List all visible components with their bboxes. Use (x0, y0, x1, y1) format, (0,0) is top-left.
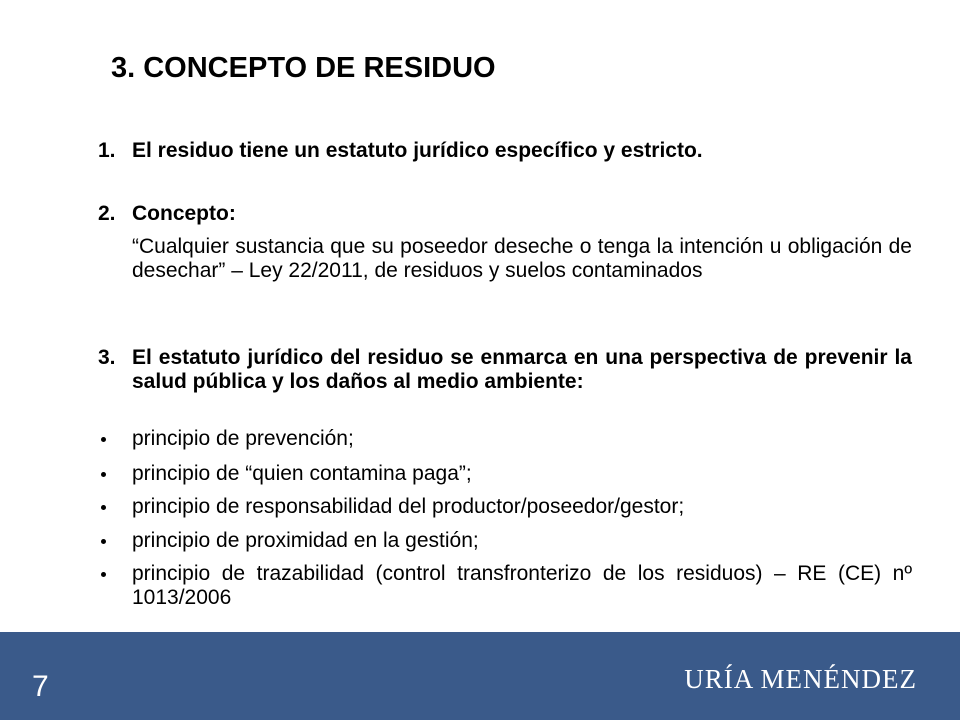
numbered-item-2 (98, 202, 912, 226)
bullet-dot-icon (98, 529, 132, 553)
item-number: 1. (98, 139, 116, 162)
bullet-text: principio de “quien contamina paga”; (132, 462, 472, 485)
bullet-text: principio de prevención; (132, 427, 354, 450)
numbered-item-3 (98, 346, 912, 394)
numbered-item-1 (98, 139, 912, 163)
item-text: El residuo tiene un estatuto jurídico específico y estricto. (132, 139, 703, 162)
item-number: 2. (98, 202, 116, 225)
bullet-item (98, 462, 912, 486)
bullet-text: principio de trazabilidad (control transfronterizo de los residuos) – RE (CE) nº 1013/2006 (132, 562, 912, 609)
bullet-item (98, 562, 912, 610)
slide-title: 3. CONCEPTO DE RESIDUO (111, 52, 496, 84)
bullet-dot-icon (98, 427, 132, 451)
bullet-item (98, 529, 912, 553)
concept-definition: “Cualquier sustancia que su poseedor deseche o tenga la intención u obligación de desechar” – Ley 22/2011, de residuos y suelos contaminados (132, 235, 912, 282)
bullet-text: principio de responsabilidad del productor/poseedor/gestor; (132, 495, 685, 518)
bullet-item (98, 427, 912, 451)
bullet-dot-icon (98, 562, 132, 610)
bullet-dot-icon (98, 495, 132, 519)
page-number: 7 (32, 670, 49, 703)
bullet-dot-icon (98, 462, 132, 486)
item-number: 3. (98, 346, 116, 369)
item-text: El estatuto jurídico del residuo se enmarca en una perspectiva de prevenir la salud pública y los daños al medio ambiente: (132, 346, 912, 393)
item-text: Concepto: (132, 202, 236, 225)
company-logo: URÍA MENÉNDEZ (684, 664, 917, 694)
bullet-text: principio de proximidad en la gestión; (132, 529, 479, 552)
bullet-item (98, 495, 912, 519)
